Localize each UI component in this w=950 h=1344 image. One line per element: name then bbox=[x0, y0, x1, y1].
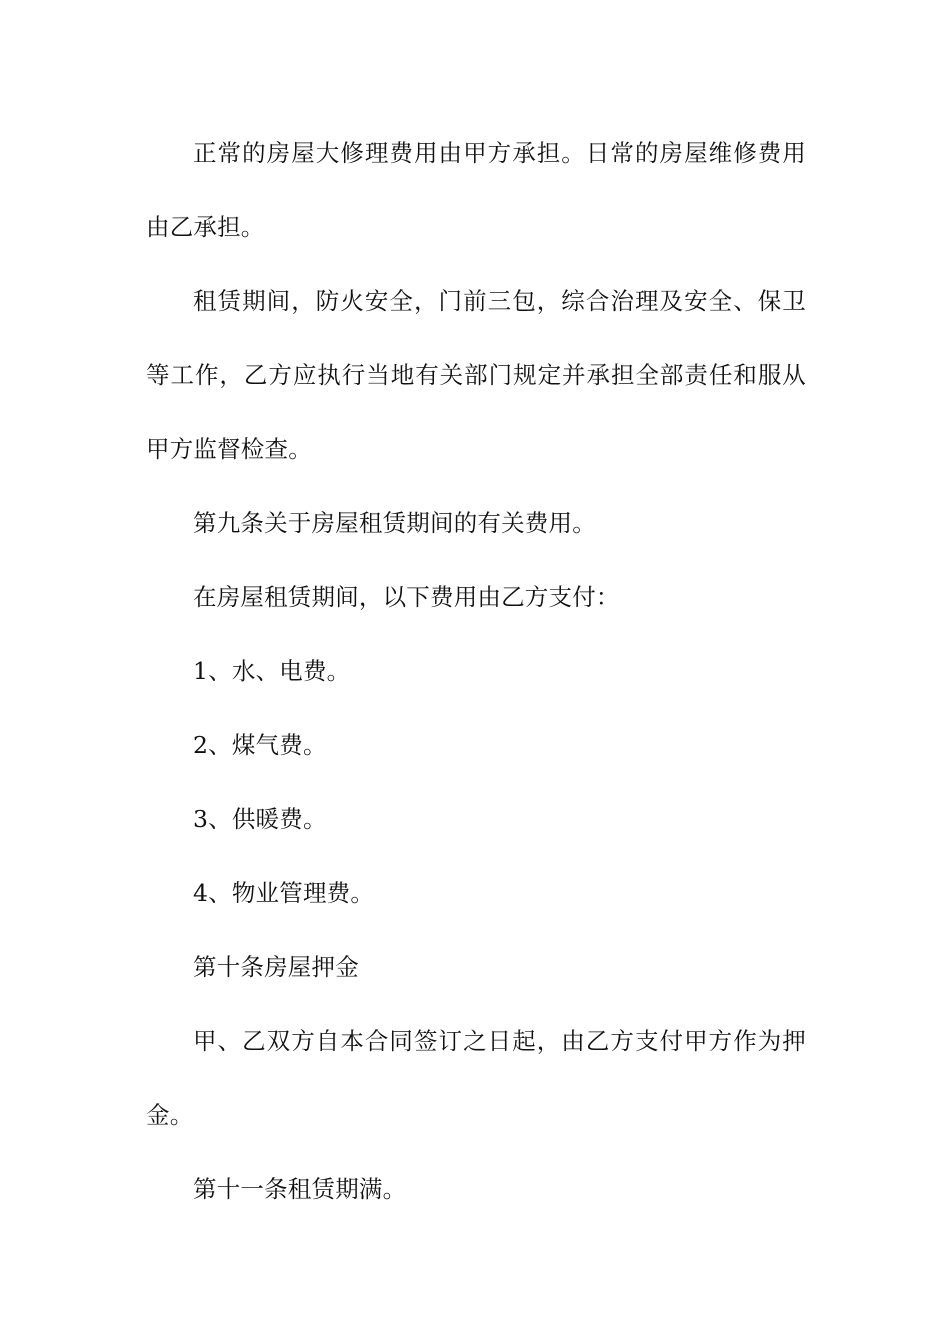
paragraph-fees-intro: 在房屋租赁期间，以下费用由乙方支付： bbox=[193, 583, 620, 611]
heading-article-nine: 第九条关于房屋租赁期间的有关费用。 bbox=[193, 509, 596, 537]
heading-article-eleven: 第十一条租赁期满。 bbox=[193, 1175, 407, 1203]
paragraph-repair-costs: 正常的房屋大修理费用由甲方承担。日常的房屋维修费用由乙承担。 bbox=[146, 139, 806, 241]
list-item-gas: 2、煤气费。 bbox=[193, 731, 327, 759]
list-item-heating: 3、供暖费。 bbox=[193, 805, 327, 833]
paragraph-deposit: 甲、乙双方自本合同签订之日起，由乙方支付甲方作为押金。 bbox=[146, 1027, 806, 1129]
list-item-water-electricity: 1、水、电费。 bbox=[193, 657, 351, 685]
list-item-property-mgmt: 4、物业管理费。 bbox=[193, 879, 375, 907]
paragraph-safety-duties: 租赁期间，防火安全，门前三包，综合治理及安全、保卫等工作，乙方应执行当地有关部门规定并承担全部责任和服从甲方监督检查。 bbox=[146, 287, 806, 463]
heading-article-ten: 第十条房屋押金 bbox=[193, 953, 359, 981]
